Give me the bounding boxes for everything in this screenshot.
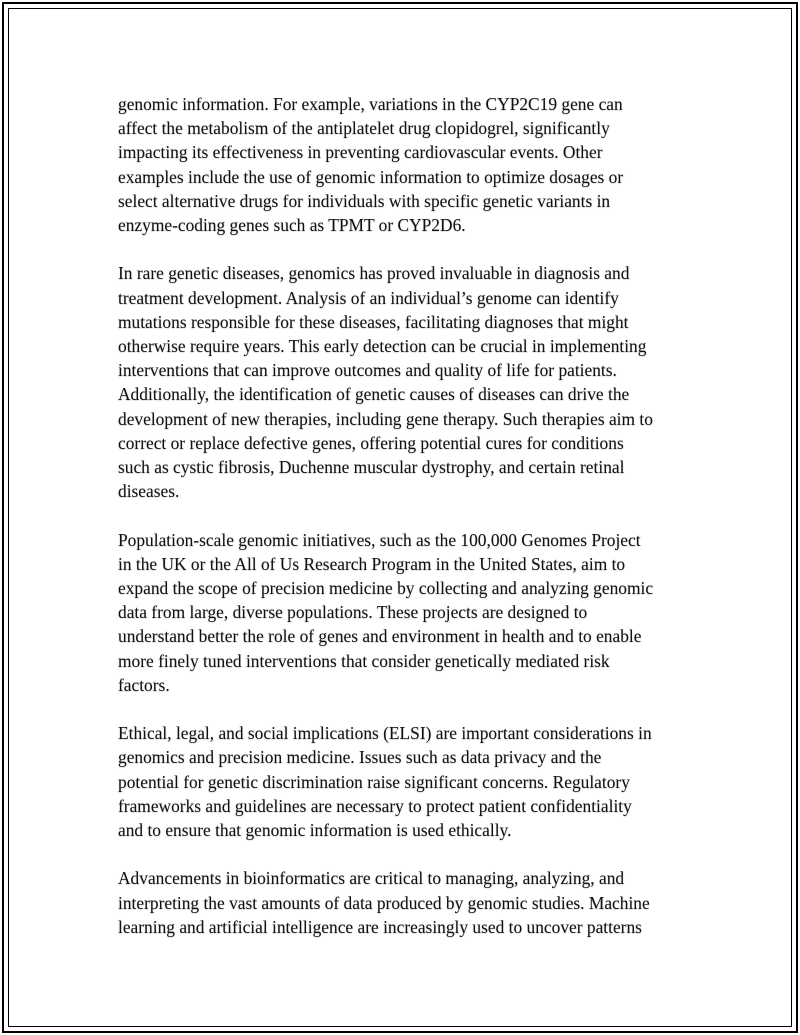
paragraph-rare-diseases: In rare genetic diseases, genomics has proved invaluable in diagnosis and treatment development. Analysis of an individual’s genome can identify mutations responsible for these diseases, facilitating diagnoses that might otherwise require years. This early detection can be crucial in implementing interventions that can improve outcomes and quality of life for patients. Additionally, the identification of genetic causes of diseases can drive the development of new therapies, including gene therapy. Such therapies aim to correct or replace defective genes, offering potential cures for conditions such as cystic fibrosis, Duchenne muscular dystrophy, and certain retinal diseases. — [118, 263, 653, 502]
document-body — [118, 92, 698, 963]
paragraph-bioinformatics: Advancements in bioinformatics are critical to managing, analyzing, and interpreting the vast amounts of data produced by genomic studies. Machine learning and artificial intelligence are increasingly used to uncover patterns — [118, 868, 650, 937]
paragraph-population-initiatives: Population-scale genomic initiatives, such as the 100,000 Genomes Project in the UK or the All of Us Research Program in the United States, aim to expand the scope of precision medicine by collecting and analyzing genomic data from large, diverse populations. These projects are designed to understand better the role of genes and environment in health and to enable more finely tuned interventions that consider genetically mediated risk factors. — [118, 529, 654, 695]
paragraph-pharmacogenomics: genomic information. For example, variations in the CYP2C19 gene can affect the metabolism of the antiplatelet drug clopidogrel, significantly impacting its effectiveness in preventing cardiovascular events. Other examples include the use of genomic information to optimize dosages or select alternative drugs for individuals with specific genetic variants in enzyme-coding genes such as TPMT or CYP2D6. — [118, 94, 624, 236]
paragraph-elsi: Ethical, legal, and social implications (ELSI) are important considerations in genomics and precision medicine. Issues such as data privacy and the potential for genetic discrimination raise significant concerns. Regulatory frameworks and guidelines are necessary to protect patient confidentiality and to ensure that genomic information is used ethically. — [118, 723, 652, 841]
